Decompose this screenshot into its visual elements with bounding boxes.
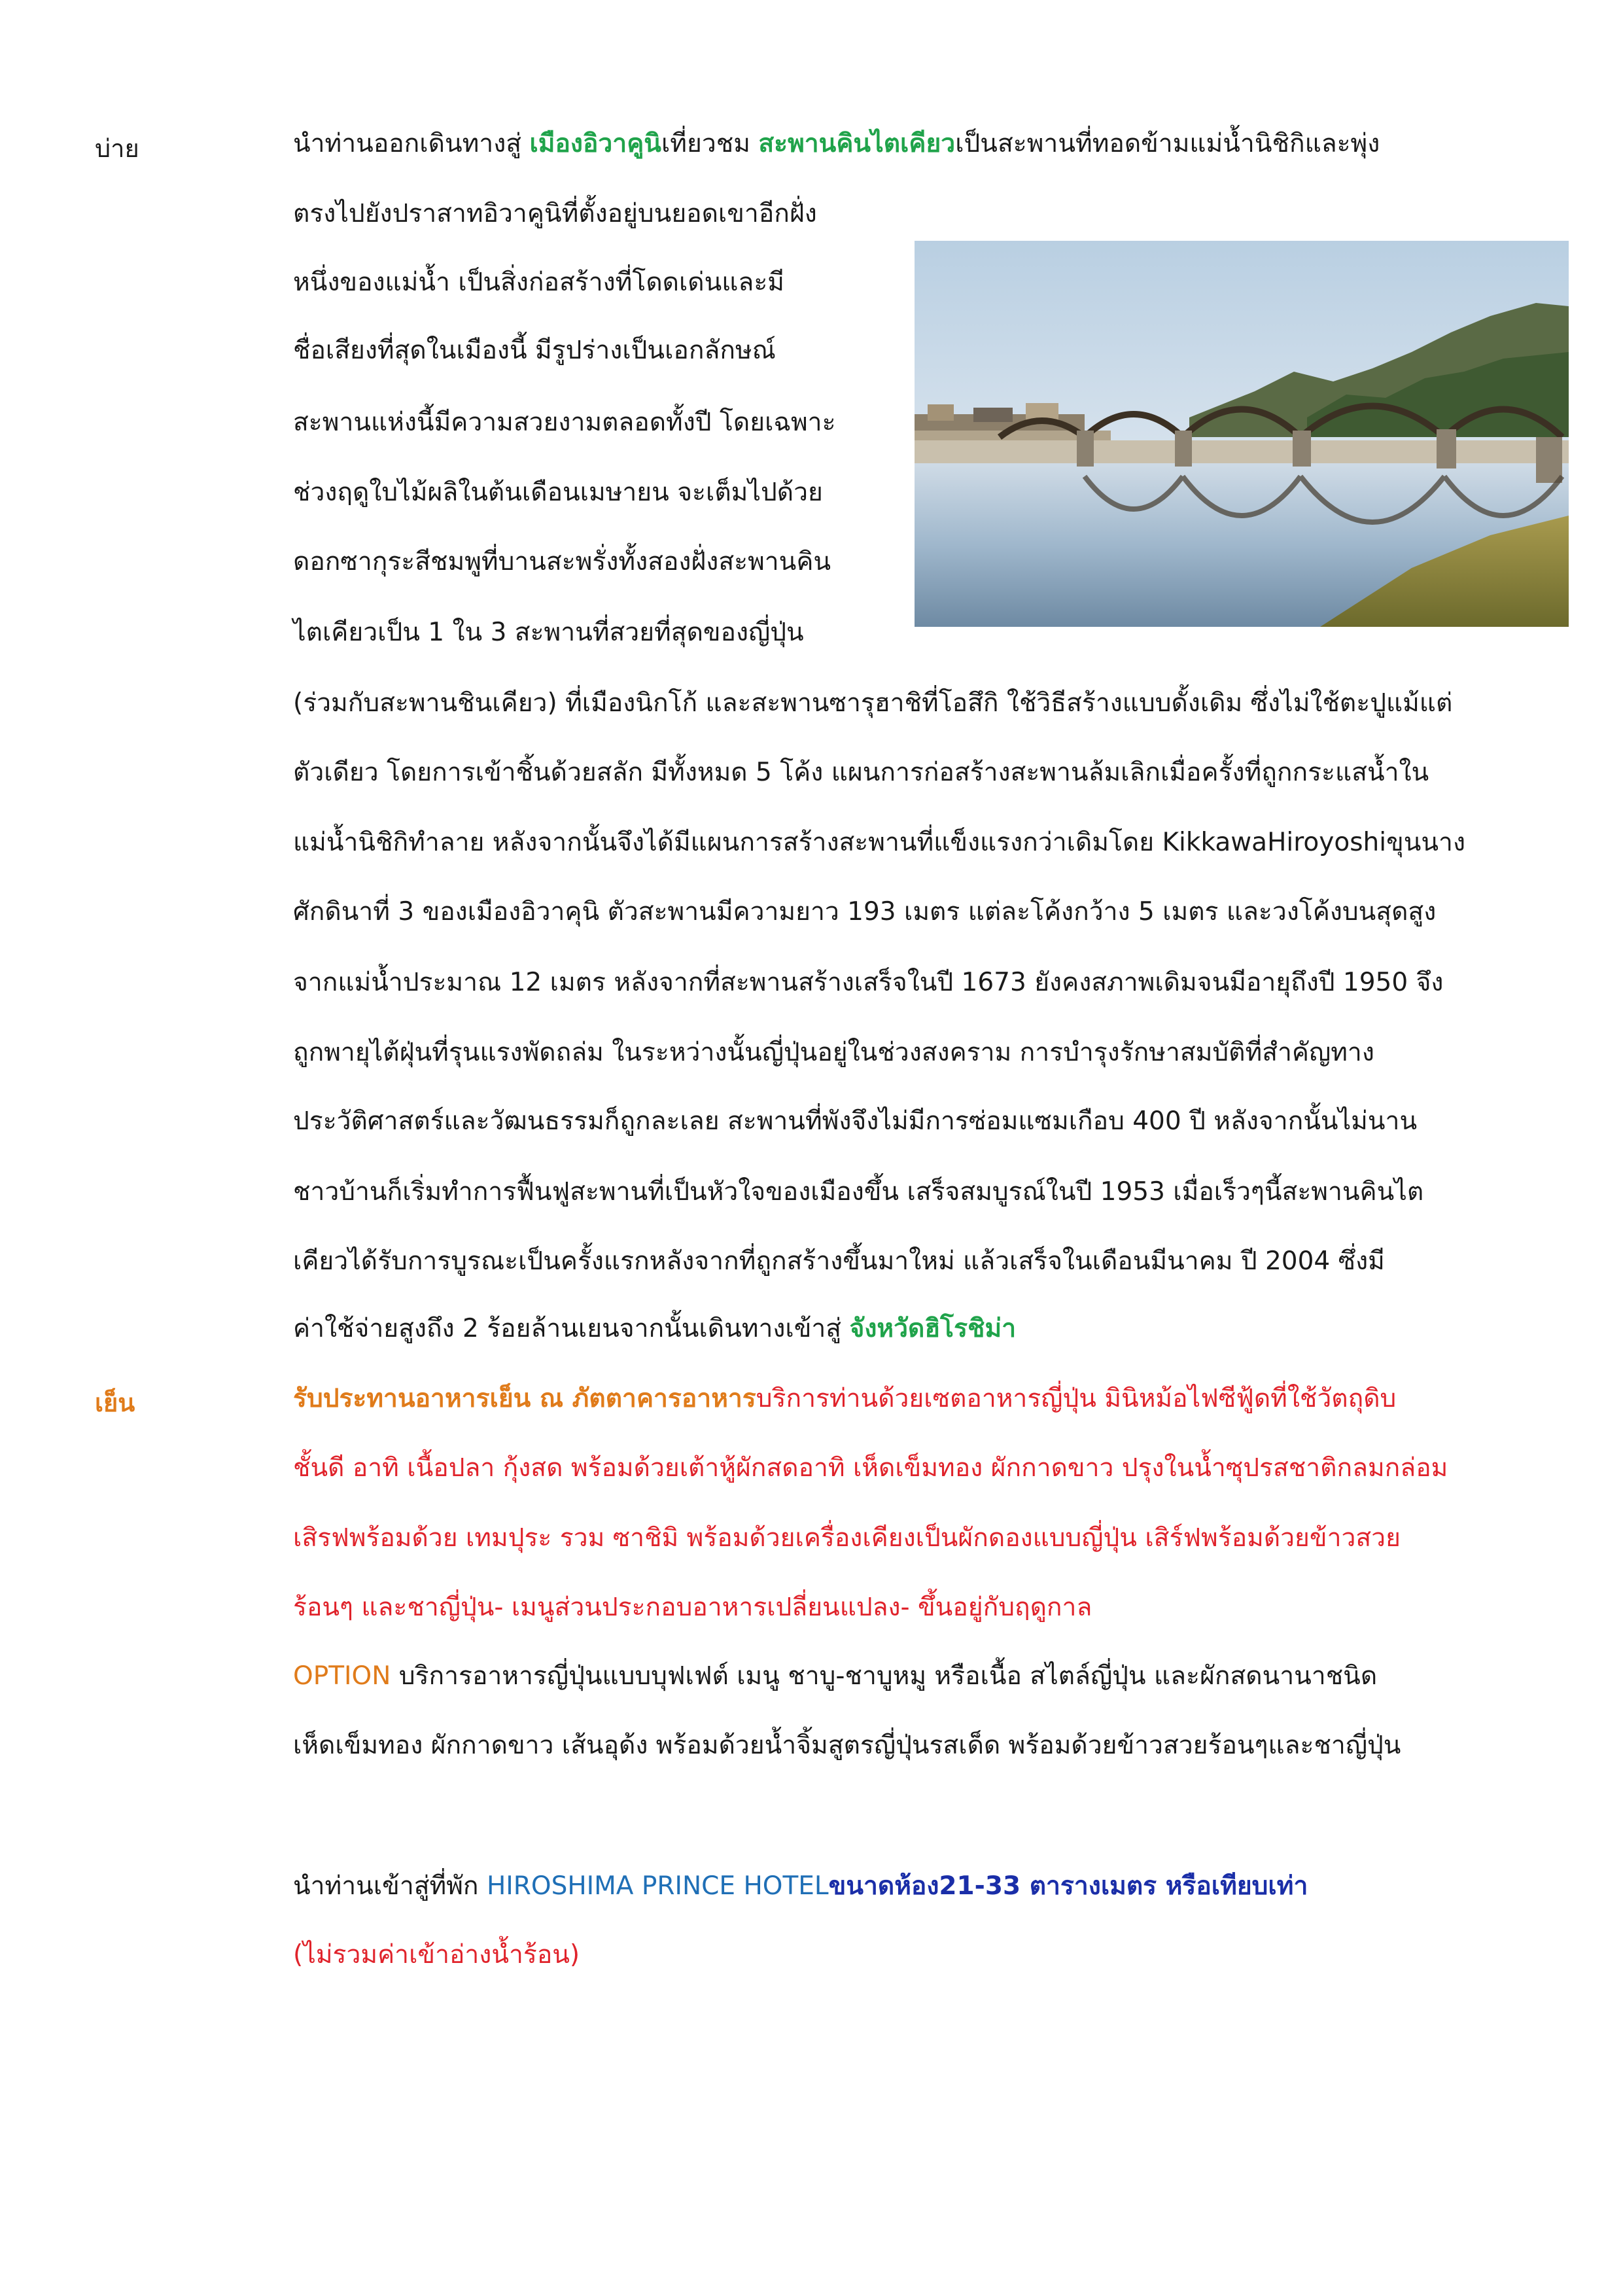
text-span: นำท่านเข้าสู่ที่พัก [293,1871,487,1901]
evening-label: เย็น [95,1388,135,1417]
narrow-line: ช่วงฤดูใบไม้ผลิในต้นเดือนเมษายน จะเต็มไปด้วย [293,478,823,507]
narrow-line: ไตเคียวเป็น 1 ใน 3 สะพานที่สวยที่สุดของญี่ปุ่น [293,618,804,647]
option-label: OPTION [293,1661,391,1691]
dinner-heading: รับประทานอาหารเย็น ณ ภัตตาคารอาหาร [293,1384,756,1413]
text-span: บริการอาหารญี่ปุ่นแบบบุฟเฟต์ เมนู ชาบู-ชาบูหมู หรือเนื้อ สไตล์ญี่ปุ่น และผักสดนานาชนิด [391,1661,1378,1691]
wide-line: จากแม่น้ำประมาณ 12 เมตร หลังจากที่สะพานสร้างเสร็จในปี 1673 ยังคงสภาพเดิมจนมีอายุถึงปี 1950 จึง [293,968,1444,997]
narrow-line: ชื่อเสียงที่สุดในเมืองนี้ มีรูปร่างเป็นเอกลักษณ์ [293,336,776,365]
wide-line: ชาวบ้านก็เริ่มทำการฟื้นฟูสะพานที่เป็นหัวใจของเมืองขึ้น เสร็จสมบูรณ์ในปี 1953 เมื่อเร็วๆนี้สะพานคินไต [293,1177,1424,1207]
hotel-name: HIROSHIMA PRINCE HOTEL [486,1871,829,1901]
narrow-line: สะพานแห่งนี้มีความสวยงามตลอดทั้งปี โดยเฉพาะ [293,408,836,437]
narrow-line: ตรงไปยังปราสาทอิวาคูนิที่ตั้งอยู่บนยอดเขาอีกฝั่ง [293,199,817,228]
text-span: เป็นสะพานที่ทอดข้ามแม่น้ำนิชิกิและพุ่ง [955,129,1380,158]
hot-spring-note: (ไม่รวมค่าเข้าอ่างน้ำร้อน) [293,1940,580,1969]
room-size: ขนาดห้อง21-33 ตารางเมตร หรือเทียบเท่า [828,1871,1308,1901]
option-line-1 [293,1659,1377,1693]
dinner-line: เสิรฟพร้อมด้วย เทมปุระ รวม ซาชิมิ พร้อมด้วยเครื่องเคียงเป็นผักดองแบบญี่ปุ่น เสิร์ฟพร้อมด้วยข้าวสวย [293,1523,1401,1553]
text-span: บริการท่านด้วยเซตอาหารญี่ปุ่น มินิหม้อไฟซีฟู้ดที่ใช้วัตถุดิบ [756,1384,1397,1413]
wide-line: ประวัติศาสตร์และวัฒนธรรมก็ถูกละเลย สะพานที่พังจึงไม่มีการซ่อมแซมเกือบ 400 ปี หลังจากนั้นไม่นาน [293,1106,1418,1136]
option-line-2: เห็ดเข็มทอง ผักกาดขาว เส้นอุด้ง พร้อมด้วยน้ำจิ้มสูตรญี่ปุ่นรสเด็ด พร้อมด้วยข้าวสวยร้อนๆและชาญี่ปุ่น [293,1731,1401,1760]
narrow-line: ดอกซากุระสีชมพูที่บานสะพรั่งทั้งสองฝั่งสะพานคิน [293,547,831,576]
text-span: เที่ยวชม [661,129,759,158]
afternoon-label: บ่าย [95,134,139,163]
hiroshima-prefecture-highlight: จังหวัดฮิโรชิม่า [849,1314,1017,1343]
iwakuni-city-highlight: เมืองอิวาคูนิ [529,129,661,158]
wide-line: แม่น้ำนิชิกิทำลาย หลังจากนั้นจึงได้มีแผนการสร้างสะพานที่แข็งแรงกว่าเดิมโดย KikkawaHiroyoshiขุนนาง [293,828,1466,857]
dinner-line: ชั้นดี อาทิ เนื้อปลา กุ้งสด พร้อมด้วยเต้าหู้ผักสดอาทิ เห็ดเข็มทอง ผักกาดขาว ปรุงในน้ำซุปรสชาติกลมกล่อม [293,1453,1448,1483]
wide-line: ตัวเดียว โดยการเข้าชิ้นด้วยสลัก มีทั้งหมด 5 โค้ง แผนการก่อสร้างสะพานล้มเลิกเมื่อครั้งที่ถูกกระแสน้ำใน [293,758,1429,787]
wide-line: เคียวได้รับการบูรณะเป็นครั้งแรกหลังจากที่ถูกสร้างขึ้นมาใหม่ แล้วเสร็จในเดือนมีนาคม ปี 2004 ซึ่งมี [293,1246,1385,1276]
text-span: ค่าใช้จ่ายสูงถึง 2 ร้อยล้านเยนจากนั้นเดินทางเข้าสู่ [293,1314,850,1343]
evening-line-1 [293,1382,1396,1416]
wide-line: (ร่วมกับสะพานชินเคียว) ที่เมืองนิกโก้ และสะพานซารุฮาชิที่โอสึกิ ใช้วิธีสร้างแบบดั้งเดิม ซึ่งไม่ใช้ตะปูแม้แต่ [293,688,1453,718]
narrow-line: หนึ่งของแม่น้ำ เป็นสิ่งก่อสร้างที่โดดเด่นและมี [293,268,784,297]
wide-line: ศักดินาที่ 3 ของเมืองอิวาคุนิ ตัวสะพานมีความยาว 193 เมตร แต่ละโค้งกว้าง 5 เมตร และวงโค้งบนสุดสูง [293,897,1437,927]
kintai-bridge-highlight: สะพานคินไตเคียว [758,129,956,158]
afternoon-line-1 [293,127,1380,161]
dinner-line: ร้อนๆ และชาญี่ปุ่น- เมนูส่วนประกอบอาหารเปลี่ยนแปลง- ขึ้นอยู่กับฤดูกาล [293,1593,1092,1622]
kintai-bridge-photo [915,241,1569,627]
wide-line: ถูกพายุไต้ฝุ่นที่รุนแรงพัดถล่ม ในระหว่างนั้นญี่ปุ่นอยู่ในช่วงสงคราม การบำรุงรักษาสมบัติที่สำคัญทาง [293,1038,1374,1067]
text-span: นำท่านออกเดินทางสู่ [293,129,530,158]
hotel-line [293,1869,1308,1903]
afternoon-last-line [293,1312,1016,1346]
